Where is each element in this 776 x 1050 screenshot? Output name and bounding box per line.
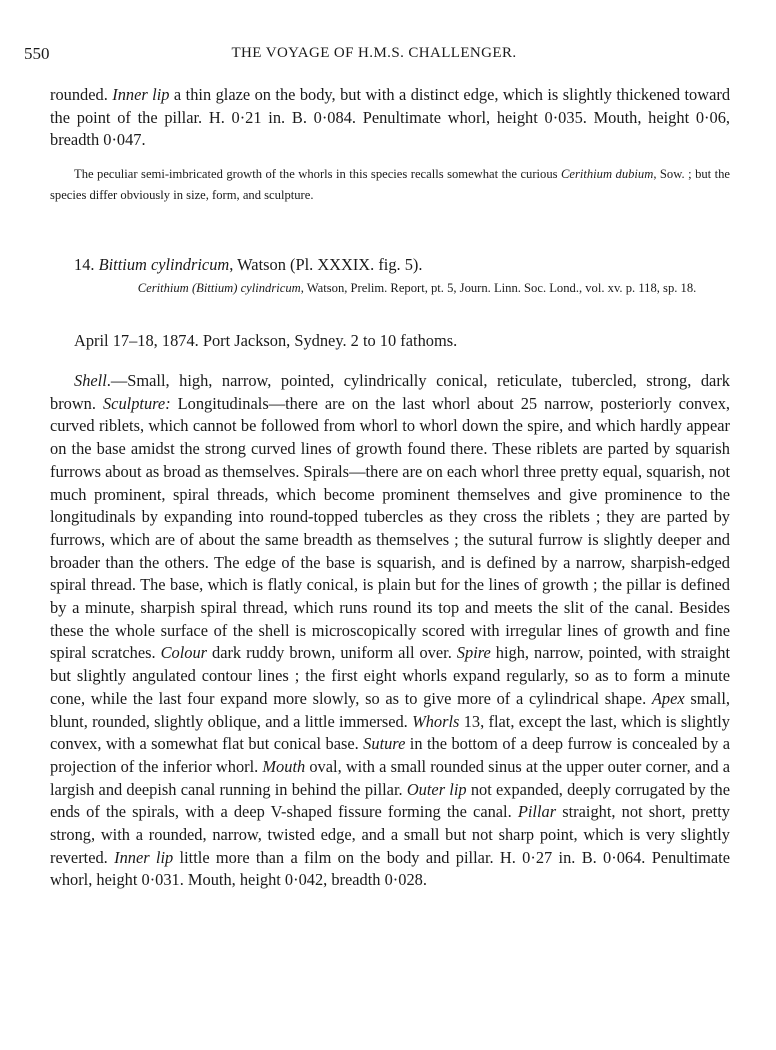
- species-number: 14.: [74, 255, 99, 274]
- page-header: [24, 44, 724, 66]
- desc-text-8: oval, with a small rounded sinus at the upper outer corner, and a largish and deepish canal running in behind the pillar.: [50, 756, 730, 799]
- desc-text-11: little more than a film on the body and pillar. H. 0·27 in. B. 0·064. Penultimate whorl, height 0·031. Mouth, height 0·042, breadth 0·028.: [50, 847, 730, 890]
- desc-text-6: 13, flat, except the last, which is slightly convex, with a somewhat flat but conical base.: [50, 711, 730, 754]
- term-apex: Apex: [651, 688, 685, 708]
- citation-subgenus: (Bittium): [191, 281, 238, 295]
- description-paragraph: [50, 370, 730, 892]
- desc-text-9: not expanded, deeply corrugated by the ends of the spirals, with a deep V-shaped fissure forming the canal.: [50, 779, 730, 822]
- page-number: 550: [24, 44, 50, 63]
- desc-text-10: straight, not short, pretty strong, with a rounded, narrow, twisted edge, and a small but not sharp point, which is very slightly reverted.: [50, 802, 730, 867]
- species-heading: [74, 254, 734, 276]
- term-inner-lip: Inner lip: [112, 85, 170, 104]
- remark-text-2: , Sow. ; but the species differ obviously in size, form, and sculpture.: [50, 167, 731, 202]
- desc-text-1: .—Small, high, narrow, pointed, cylindrically conical, reticulate, tubercled, strong, dark brown.: [50, 371, 730, 413]
- continuation-paragraph: [50, 84, 730, 152]
- remark-paragraph: [50, 164, 730, 205]
- desc-text-2: Longitudinals—there are on the last whorl about 25 narrow, posteriorly convex, curved riblets, which cannot be followed from whorl to whorl down the spire, and which hardly appear on the base amidst the strong curved lines of growth found there. These riblets are parted by squarish furrows about as broad as themselves. Spirals—there are on each whorl three pretty equal, squarish, not much prominent, spiral threads, which become prominent themselves and give prominence to the longitudinals by expanding into round-topped tubercles as they cross the riblets ; they are parted by furrows, which are of about the same breadth as themselves ; the sutural furrow is slightly deeper and broader than the others. The edge of the base is squarish, and is defined by a narrow, sharpish-edged spiral thread. The base, which is flatly conical, is plain but for the lines of growth ; the pillar is defined by a minute, sharpish spiral thread, which runs round its top and meets the slit of the canal. Besides these the whole surface of the shell is microscopically scored with irregular lines of growth and fine spiral scratches.: [50, 393, 731, 663]
- species-author-plate: , Watson (Pl. XXXIX. fig. 5).: [229, 255, 423, 274]
- term-shell: Shell: [74, 371, 107, 390]
- desc-text-7: in the bottom of a deep furrow is concealed by a projection of the inferior whorl.: [50, 734, 731, 776]
- term-suture: Suture: [363, 734, 406, 754]
- continuation-text-2: a thin glaze on the body, but with a distinct edge, which is slightly thickened toward the point of the pillar. H. 0·21 in. B. 0·084. Penultimate whorl, height 0·035. Mouth, height 0·06, breadth 0·047.: [50, 85, 731, 150]
- term-inner-lip-2: Inner lip: [114, 847, 174, 867]
- remark-text-1: The peculiar semi-imbricated growth of the whorls in this species recalls somewhat the curious: [74, 167, 561, 181]
- term-colour: Colour: [160, 643, 208, 663]
- citation-genus: Cerithium: [137, 281, 189, 295]
- term-spire: Spire: [456, 643, 491, 663]
- term-outer-lip: Outer lip: [406, 779, 467, 799]
- species-name: Bittium cylindricum: [98, 255, 230, 274]
- term-mouth: Mouth: [262, 756, 306, 776]
- term-sculpture: Sculpture:: [102, 393, 171, 413]
- running-head: THE VOYAGE OF H.M.S. CHALLENGER.: [231, 45, 517, 61]
- desc-text-4: high, narrow, pointed, with straight but slightly angulated contour lines ; the first eight whorls expand regularly, so as to form a minute cone, while the last four expand more slowly, so as to give more of a cylindrical shape.: [50, 643, 730, 708]
- station-locality: April 17–18, 1874. Port Jackson, Sydney. 2 to 10 fathoms.: [74, 331, 458, 350]
- remark-cerithium: Cerithium dubium: [560, 167, 654, 181]
- synonymy-citation: [104, 278, 730, 299]
- desc-text-5: small, blunt, rounded, slightly oblique, and a little immersed.: [50, 688, 730, 731]
- desc-text-3: dark ruddy brown, uniform all over.: [207, 643, 457, 663]
- citation-rest: , Watson, Prelim. Report, pt. 5, Journ. Linn. Soc. Lond., vol. xv. p. 118, sp. 18.: [300, 281, 697, 295]
- citation-epithet: cylindricum: [240, 281, 301, 295]
- term-whorls: Whorls: [412, 711, 460, 731]
- term-pillar: Pillar: [517, 802, 557, 822]
- continuation-text-1: rounded.: [50, 85, 113, 104]
